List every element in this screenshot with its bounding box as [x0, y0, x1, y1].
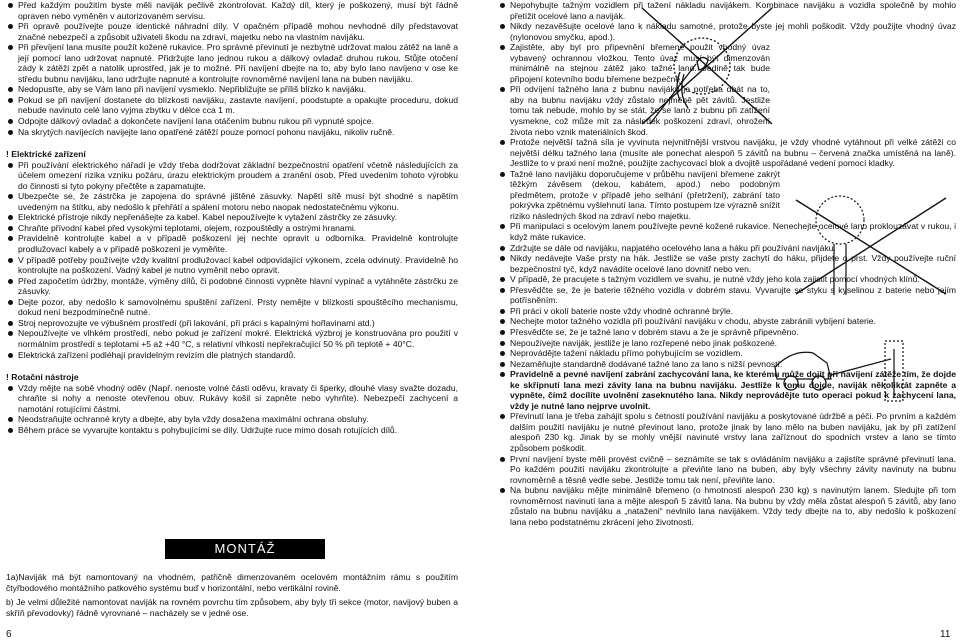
mounting-step: 1a)Naviják má být namontovaný na vhodném, patřičně dimenzovaném ocelovém montážním rámu s použitím čtyřbodového montážního patkového systému buď v horizontální, nebo vertikální rovině. [6, 572, 458, 593]
list-item: V případě potřeby používejte vždy kvalitní prodlužovací kabel odpovídající výkonem, zcela odvinutý. Pravidelně ho kontrolujte na poškození. Vadný kabel je nutno vyměnit nebo opravit. [6, 255, 458, 276]
page-number-left: 6 [6, 629, 12, 640]
list-item: Stroj neprovozujte ve výbušném prostředí (při lakování, při práci s kapalnými hořlavinami atd.) [6, 318, 458, 329]
list-item: Při manipulaci s ocelovým lanem používejte pevné kožené rukavice. Nenechejte ocelové lano proklouzávat v rukou, i když máte rukavice. [498, 221, 956, 242]
list-item: Nikdy nedávejte Vaše prsty na hák. Jestliže se vaše prsty zachytí do háku, přijdete o prst. Vždy používejte ruční bezpečnostní tyč, když navádíte ocelové lano dovnitř nebo ven. [498, 253, 956, 274]
list-item: Zajistěte, aby byl pro připevnění břemene použit vhodný úvaz vybavený ochrannou vložkou. Tento úvaz musí být dimenzován minimálně na stejnou zátěž jako tažné lano. Jedině tak bude připojení kotevního bodu břemene bezpečné. [498, 42, 770, 84]
list-item: Před započetím údržby, montáže, výměny dílů, či podobné činnosti vypněte hlavní vypínač a vytáhněte zástrčku ze zásuvky. [6, 276, 458, 297]
list-item: Na bubnu navijáku mějte minimálně břemeno (o hmotnosti alespoň 230 kg) s navinutým lanem. Sledujte při tom rovnoměrnost navinutí lana a mějte alespoň 5 závitů lana. Na bubnu by vždy měla zůstat alespoň 5 závitů, aby lano zůstalo na bubnu navijáku a „nataženi“ nevlnilo lana navijákem. Vždy tedy dbejte na to, aby nedošlo k poškození lana nebo podstatnému zkrácení jeho životnosti. [498, 485, 956, 527]
right-column [498, 0, 956, 527]
list-item: Elektrické přístroje nikdy nepřenášejte za kabel. Kabel nepoužívejte k vytažení zástrčky ze zásuvky. [6, 212, 458, 223]
list-item: Dejte pozor, aby nedošlo k samovolnému spuštění zařízení. Prsty nemějte v blízkosti spouštěcího mechanismu, dokud není bezpodmínečně nutné. [6, 297, 458, 318]
list-item: Při převíjení lana musíte použít kožené rukavice. Pro správné převinutí je nezbytné udržovat malou zátěž na laně a její pomocí lano udržovat napnuté. Přidržujte lano jednou rukou a dálkový ovladač druhou rukou. Stůjte otočení zády k zátěži zpět a natolik uprostřed, jak je to možné. Při navíjení dbejte na to, aby bylo lano navíjeno v ose ke středu bubnu navijáku, lano udržujte napnuté a kontrolujte rovnoměrné navíjení lana na buben navijáku. [6, 42, 458, 84]
list-item: Pravidelně kontrolujte kabel a v případě poškození jej nechte opravit u odborníka. Pravidelně kontrolujte prodlužovací kabely a v případě poškození je vyměňte. [6, 233, 458, 254]
page-number-right: 11 [940, 629, 951, 640]
list-item: Během práce se vyvarujte kontaktu s pohybujícími se díly. Udržujte ruce mimo dosah rotujících dílů. [6, 425, 458, 436]
list-item: Elektrická zařízení podléhají pravidelným revizím dle platných standardů. [6, 350, 458, 361]
list-item: Nikdy nezavěšujte ocelové lano k nákladu samotné, protože byste jej mohli poškodit. Vždy použijte vhodný úvaz (nylonovou smyčku, apod.). [498, 21, 956, 42]
list-item: Před každým použitím byste měli naviják pečlivě zkontrolovat. Každý díl, který je poškozený, musí být řádně opraven nebo vyměněn v autorizovaném servisu. [6, 0, 458, 21]
section-heading: ! Elektrické zařízení [6, 149, 86, 160]
list-item: V případě, že pracujete s tažným vozidlem ve svahu, je nutné vždy jeho kola zajistit pomocí vhodných klínů. [498, 274, 956, 285]
list-item: Pravidelně a pevné navíjení zabrání zachycování lana, ke kterému může dojít při navíjení zátěže tím, že dojde ke skřípnutí lana mezi závity lana na bubnu navijáku. Jestliže k tomu dojde, naviják několikrát zapněte a vypněte, čímž docílíte uvolnění zaseknutého lana. Nikdy neprovádějte tuto operaci pokud k zachycení lana, vždy je nutné lano nejprve uvolnit. [498, 369, 956, 411]
list-item: Nepoužívejte naviják, jestliže je lano rozřepené nebo jinak poškozené. [498, 338, 956, 349]
list-item: Tažné lano navijáku doporučujeme v průběhu navíjení břemene zakrýt těžkým závěsem (dekou, kabátem, apod.) nebo podobným předmětem, protože v případě jeho selhání (přetržení), zabrání tato pokrývka zpětnému vyšlehnutí lana. Tímto postupem lze výrazně snížit riziko následných škod na zdraví nebo majetku. [498, 169, 780, 222]
list-item: Nepoužívejte ve vlhkém prostředí, nebo pokud je zařízení mokré. Elektrická výzbroj je konstruována pro použití v normálním prostředí s teplotami +5 až +40 °C, s relativní vlhkostí nepřekračující 50 % při teplotě + 40°C. [6, 328, 458, 349]
list-item: Při odvíjení tažného lana z bubnu navijáku je potřeba dbát na to, aby na bubnu navijáku vždy zůstalo nejméně pět závitů. Jestliže tomu tak nebude, mohlo by se stát, že se lano z bubnu při zatížení vysmekne, což může mít za následek poškození zdraví, ohrožení života nebo vznik materiálních škod. [498, 84, 770, 137]
list-item: Chraňte přívodní kabel před vysokými teplotami, olejem, rozpouštědly a ostrými hranami. [6, 223, 458, 234]
list-item: Nezaměňujte standardně dodávané tažné lano za lano s nižší pevností. [498, 359, 956, 370]
list-item: Protože největší tažná síla je vyvinuta nejvnitřnější vrstvou navijáku, je vždy vhodné vytáhnout při velké zátěži co největší délku tažného lana (musíte ale ponechat alespoň 5 závitů na bubnu – červená značka umístěná na laně). Jestliže to v praxi není možné, použijte zachycovací blok a dvojitě uspořádané vedení pomocí kladky. [498, 137, 956, 169]
section-heading: ! Rotační nástroje [6, 372, 79, 383]
list-item: Pokud se při navíjení dostanete do blízkosti navijáku, zastavte navíjení, poodstupte a opakujte proceduru, dokud nebude navinuto celé lano vyjma zbytku v délce cca 1 m. [6, 95, 458, 116]
list-item: Vždy mějte na sobě vhodný oděv (Např. nenoste volné části oděvu, kravaty či šperky, dlouhé vlasy svažte dozadu, chraňte si nohy a nenoste otevřenou obuv. Rukávy košil si zapněte nebo vyhrňte). Nebezpečí zachycení a namotání rotujícími částmi. [6, 383, 458, 415]
list-item: Nedopusťte, aby se Vám lano při navíjení vysmeklo. Nepřibližujte se příliš blízko k navijáku. [6, 84, 458, 95]
list-item: Převinutí lana je třeba zahájit spolu s četnosti používání navijáku a poskytované údržbě a péči. Po prvním a každém dalším použití navijáku je nutné převinout lano, protože jinak by lano mělo na buben navijáku, jak by při zatížení alespoň 230 kg. Jinak by se mohly vnější navinuté vrstvy lana zaříznout do spodních vrstev a lano se tímto způsobem poškodit. [498, 411, 956, 453]
left-column [6, 0, 458, 435]
list-item: Nechejte motor tažného vozidla při používání navijáku v chodu, abyste zabránili vybíjení baterie. [498, 316, 956, 327]
list-item: Při práci v okolí baterie noste vždy vhodné ochranné brýle. [498, 306, 956, 317]
list-item: Neodstraňujte ochranné kryty a dbejte, aby byla vždy dosažena maximální ochrana obsluhy. [6, 414, 458, 425]
list-item: Na skrytých navíjecích navijejte lano opatřené zátěží pouze pomocí pohonu navijáku, nikoliv ručně. [6, 127, 458, 138]
list-item: Při opravě používejte pouze identické náhradní díly. V opačném případě mohou nevhodné díly představovat značné nebezpečí a způsobit uživateli škodu na zdraví, majetku nebo na vlastním navijáku. [6, 21, 458, 42]
mounting-step: b) Je velmi důležité namontovat naviják na rovném povrchu tím způsobem, aby byly tři sekce (motor, navijový buben a skříň převodovky) řádně vyrovnané – nacházely se v jedné ose. [6, 597, 458, 618]
list-item: Při používání elektrického nářadí je vždy třeba dodržovat základní bezpečnostní opatření včetně následujících za účelem omezení rizika vzniku požáru, úrazu elektrickým proudem a zranění osob. Před uvedením tohoto výrobku do činnosti si tyto pokyny přečtěte a zapamatujte. [6, 160, 458, 192]
list-item: Odpojte dálkový ovladač a dokončete navíjení lana otáčením bubnu rukou při vypnuté spojce. [6, 116, 458, 127]
montaz-heading: MONTÁŽ [165, 539, 325, 559]
list-item: Nepohybujte tažným vozidlem při tažení nákladu navijákem. Kombinace navijáku a vozidla společně by mohlo přetížit ocelové lano a naviják. [498, 0, 956, 21]
list-item: Zdržujte se dále od navijáku, napjatého ocelového lana a háku při používání navijáku. [498, 243, 956, 254]
list-item: Neprovádějte tažení nákladu přímo pohybujícím se vozidlem. [498, 348, 956, 359]
list-item: Ubezpečte se, že zástrčka je zapojena do správné jištěné zásuvky. Napětí sítě musí být shodné s napětím uvedeným na štítku, aby nedošlo k přehřátí a spálení motoru nebo naopak nedostatečnému výkonu. [6, 191, 458, 212]
list-item: Přesvědčte se, že je baterie těžného vozidla v dobrém stavu. Vyvarujte se styku s kyselinou z baterie nebo jejím potřísněním. [498, 285, 956, 306]
list-item: Přesvědčte se, že je tažné lano v dobrém stavu a že je správně připevněno. [498, 327, 956, 338]
list-item: První navíjení byste měli provést cvičně – seznámíte se tak s ovládáním navijáku a zajistíte správné převinutí lana. Po každém použití navijáku zkontrolujte a převiňte lano na buben, aby byly všechny závity navinuty na bubnu rovnoměrně a těsně vedle sebe. Jestliže tomu tak není, převiňte lano. [498, 454, 956, 486]
mounting-text [6, 572, 458, 618]
